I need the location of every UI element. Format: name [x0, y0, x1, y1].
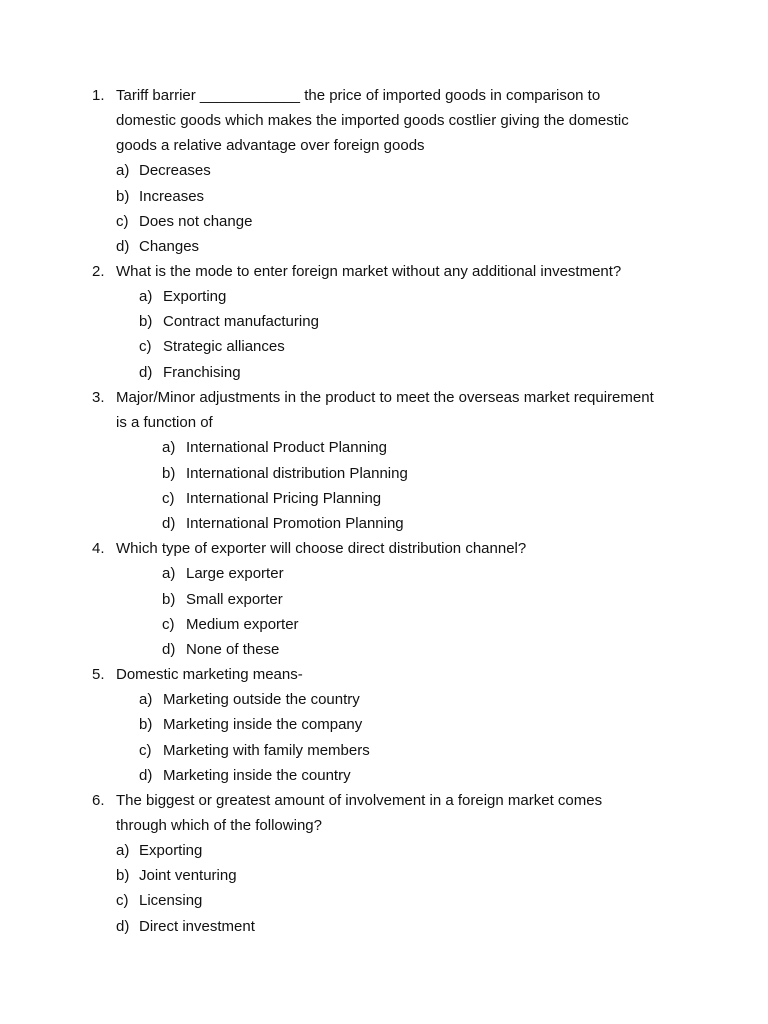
option-letter: b) — [162, 591, 176, 608]
question-text: Major/Minor adjustments in the product to meet the overseas market requirement — [116, 389, 654, 406]
question-text: domestic goods which makes the imported goods costlier giving the domestic — [116, 112, 629, 129]
option-text: International distribution Planning — [186, 465, 408, 482]
option-text: None of these — [186, 641, 280, 658]
option-letter: c) — [116, 892, 129, 909]
option-text: Marketing inside the country — [163, 767, 351, 784]
option-text: Marketing with family members — [163, 742, 370, 759]
question-number: 4. — [92, 540, 105, 557]
option-text: Direct investment — [139, 918, 255, 935]
question-number: 3. — [92, 389, 105, 406]
option-letter: a) — [139, 288, 153, 305]
option-letter: c) — [139, 338, 152, 355]
option-letter: d) — [139, 767, 153, 784]
question-number: 1. — [92, 87, 105, 104]
option-text: Joint venturing — [139, 867, 237, 884]
question-text: Domestic marketing means- — [116, 666, 303, 683]
option-text: Marketing inside the company — [163, 716, 363, 733]
option-letter: c) — [139, 742, 152, 759]
option-letter: c) — [162, 490, 175, 507]
option-text: International Product Planning — [186, 439, 387, 456]
option-letter: b) — [139, 313, 153, 330]
option-letter: a) — [162, 565, 176, 582]
option-letter: d) — [162, 515, 176, 532]
option-letter: a) — [162, 439, 176, 456]
option-text: Contract manufacturing — [163, 313, 319, 330]
option-text: Large exporter — [186, 565, 284, 582]
option-text: Decreases — [139, 162, 211, 179]
option-letter: d) — [162, 641, 176, 658]
question-text: Tariff barrier ____________ the price of imported goods in comparison to — [116, 87, 601, 104]
option-text: Licensing — [139, 892, 203, 909]
option-letter: d) — [116, 238, 130, 255]
option-text: International Pricing Planning — [186, 490, 382, 507]
question-text: through which of the following? — [116, 817, 322, 834]
question-text: What is the mode to enter foreign market without any additional investment? — [116, 263, 622, 280]
question-text: The biggest or greatest amount of involvement in a foreign market comes — [116, 792, 603, 809]
option-letter: b) — [116, 867, 130, 884]
option-text: Exporting — [163, 288, 227, 305]
option-letter: c) — [162, 616, 175, 633]
option-letter: b) — [139, 716, 153, 733]
option-letter: a) — [116, 162, 130, 179]
option-text: Exporting — [139, 842, 203, 859]
question-text: goods a relative advantage over foreign goods — [116, 137, 425, 154]
option-letter: b) — [162, 465, 176, 482]
question-text: Which type of exporter will choose direct distribution channel? — [116, 540, 527, 557]
option-text: Marketing outside the country — [163, 691, 360, 708]
option-text: International Promotion Planning — [186, 515, 404, 532]
option-text: Franchising — [163, 364, 241, 381]
option-text: Changes — [139, 238, 200, 255]
option-text: Does not change — [139, 213, 253, 230]
option-letter: b) — [116, 188, 130, 205]
option-text: Medium exporter — [186, 616, 299, 633]
option-letter: d) — [139, 364, 153, 381]
option-letter: a) — [139, 691, 153, 708]
option-letter: a) — [116, 842, 130, 859]
option-letter: c) — [116, 213, 129, 230]
question-number: 2. — [92, 263, 105, 280]
question-number: 5. — [92, 666, 105, 683]
option-letter: d) — [116, 918, 130, 935]
option-text: Small exporter — [186, 591, 283, 608]
question-text: is a function of — [116, 414, 213, 431]
option-text: Strategic alliances — [163, 338, 285, 355]
question-number: 6. — [92, 792, 105, 809]
option-text: Increases — [139, 188, 205, 205]
